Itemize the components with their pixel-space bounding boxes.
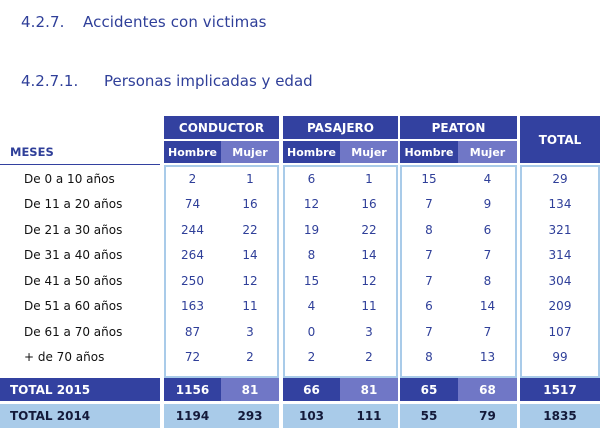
cell-value: 13: [479, 350, 496, 365]
cell-value: 15: [303, 273, 320, 288]
cell-value: 7: [483, 324, 492, 339]
row-label: De 21 a 30 años: [24, 222, 123, 237]
total-2015-value: 81: [340, 378, 398, 401]
cell-value: 244: [181, 222, 204, 237]
cell-value: 2: [365, 350, 373, 365]
cell-value: 12: [242, 273, 258, 288]
total-2014-value: 103: [283, 404, 340, 428]
subsection-number: 4.2.7.1.: [21, 72, 79, 90]
cell-value: 250: [181, 273, 204, 288]
meses-underline: [0, 164, 160, 165]
cell-value: 7: [425, 273, 433, 288]
cell-value: 8: [307, 248, 316, 263]
cell-total: 99: [552, 350, 568, 365]
cell-value: 2: [307, 350, 316, 365]
row-label: De 11 a 20 años: [24, 197, 123, 212]
cell-value: 4: [307, 299, 316, 314]
cell-value: 1: [365, 171, 373, 186]
subheader-conductor-mujer: Mujer: [221, 141, 279, 163]
total-2015-value: 66: [283, 378, 340, 401]
cell-total: 107: [548, 324, 572, 339]
total-2015-value: 81: [221, 378, 279, 401]
cell-value: 11: [242, 299, 258, 314]
row-label: De 61 a 70 años: [24, 324, 123, 339]
cell-value: 6: [425, 299, 433, 314]
total-2014-total: 1835: [520, 404, 600, 428]
cell-value: 7: [425, 324, 433, 339]
group-header-peaton: PEATON: [400, 116, 517, 139]
cell-value: 11: [361, 299, 377, 314]
group-header-pasajero: PASAJERO: [283, 116, 398, 139]
cell-value: 8: [425, 350, 433, 365]
total-2015-value: 1156: [164, 378, 221, 401]
subheader-pasajero-hombre: Hombre: [283, 141, 340, 163]
section-title: Accidentes con victimas: [83, 13, 267, 31]
total-2014-value: 1194: [164, 404, 221, 428]
total-2014-value: 293: [221, 404, 279, 428]
subheader-conductor-hombre: Hombre: [164, 141, 221, 163]
cell-value: 12: [303, 197, 320, 212]
row-label: De 41 a 50 años: [24, 273, 123, 288]
row-label: + de 70 años: [24, 350, 105, 365]
subheader-peaton-hombre: Hombre: [400, 141, 458, 163]
cell-value: 3: [246, 324, 254, 339]
cell-value: 8: [425, 222, 433, 237]
cell-value: 87: [184, 324, 201, 339]
cell-total: 314: [548, 248, 572, 263]
cell-value: 6: [307, 171, 316, 186]
row-header-meses: MESES: [10, 145, 54, 159]
subsection-title: Personas implicadas y edad: [104, 72, 313, 90]
total-2015-value: 68: [458, 378, 517, 401]
section-number: 4.2.7.: [21, 13, 65, 31]
cell-value: 2: [246, 350, 254, 365]
row-label: De 0 a 10 años: [24, 171, 115, 186]
cell-value: 4: [483, 171, 492, 186]
subheader-peaton-mujer: Mujer: [458, 141, 517, 163]
cell-value: 22: [242, 222, 258, 237]
cell-value: 14: [242, 248, 258, 263]
cell-value: 16: [242, 197, 258, 212]
cell-value: 0: [307, 324, 316, 339]
cell-value: 12: [361, 273, 377, 288]
total-2014-label: TOTAL 2014: [0, 404, 160, 428]
total-2014-value: 111: [340, 404, 398, 428]
cell-value: 22: [361, 222, 377, 237]
cell-value: 14: [361, 248, 377, 263]
cell-total: 304: [548, 273, 572, 288]
cell-value: 8: [483, 273, 492, 288]
cell-value: 19: [303, 222, 320, 237]
cell-value: 7: [425, 248, 433, 263]
cell-total: 209: [548, 299, 572, 314]
cell-value: 2: [188, 171, 197, 186]
cell-total: 321: [548, 222, 572, 237]
cell-value: 15: [421, 171, 437, 186]
cell-value: 72: [184, 350, 201, 365]
cell-value: 7: [483, 248, 492, 263]
cell-value: 16: [361, 197, 377, 212]
group-header-conductor: CONDUCTOR: [164, 116, 279, 139]
row-label: De 31 a 40 años: [24, 248, 123, 263]
cell-value: 9: [483, 197, 492, 212]
cell-value: 74: [184, 197, 201, 212]
total-2015-total: 1517: [520, 378, 600, 401]
cell-value: 6: [483, 222, 492, 237]
total-2014-value: 55: [400, 404, 458, 428]
total-header: TOTAL: [520, 116, 600, 163]
total-2014-value: 79: [458, 404, 517, 428]
total-2015-label: TOTAL 2015: [0, 378, 160, 401]
cell-value: 3: [365, 324, 373, 339]
cell-value: 163: [181, 299, 204, 314]
cell-value: 14: [479, 299, 496, 314]
cell-total: 29: [552, 171, 568, 186]
cell-value: 1: [246, 171, 254, 186]
total-2015-value: 65: [400, 378, 458, 401]
cell-total: 134: [548, 197, 572, 212]
cell-value: 7: [425, 197, 433, 212]
row-label: De 51 a 60 años: [24, 299, 123, 314]
subheader-pasajero-mujer: Mujer: [340, 141, 398, 163]
cell-value: 264: [181, 248, 204, 263]
